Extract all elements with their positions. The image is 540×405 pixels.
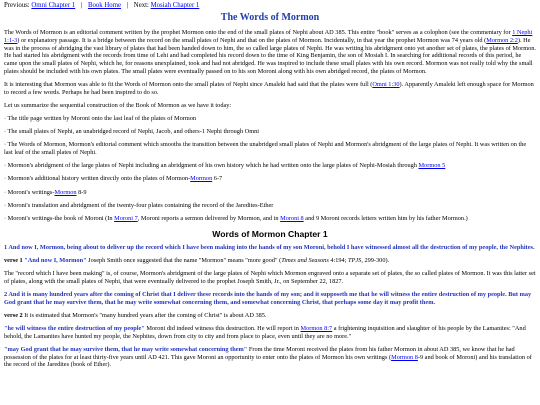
verse-1-text: 1 And now I, Mormon, being about to deliver up the record which I have been making into the hands of my son Moroni, behold I have witnessed almost all the destruction of my people, the Nephites. (4, 244, 535, 252)
text-run: Moroni did indeed witness this destruction. He will report in (144, 325, 301, 333)
verse-label: verse 2 (4, 312, 23, 320)
chapter-heading: Words of Mormon Chapter 1 (212, 228, 328, 239)
list-item: · The Words of Mormon, Mormon's editorial comment which smooths the transition between the unabridged small plates of Nephi and Mormon's abridgment of the large plates of Nephi. It was written on the last leaf of the small plates of Nephi. (4, 141, 527, 157)
text-run: It is interesting that Mormon was able to fit the Words of Mormon onto the small plates of Nephi since Amaleki had said that the plates were full ( (4, 81, 373, 88)
text-run: ). He was in the process of abridging the vast library of plates that had been handed down to him, the so called large plates of Nephi. He was writing his abridgment onto yet another set of plates, the plates of Mormon. He had started his abridgment with the records from time of Lehi and had completed his record down to the time of King Benjamin, the son of Mosiah I. In searching for additional records of this period, he came upon the small plates of Nephi, which he, for reasons unexplained, took and had not abridged. He was inspired to include these small plates with his own record. Mormon was not really told why the small plates should be included with his own plates. The small plates were eventually passed on to his son Moroni along with his own abridged record, the plates of Mormon. (4, 37, 537, 75)
page-title: The Words of Mormon (220, 12, 320, 24)
construction-list (4, 115, 536, 223)
nav-separator: | (80, 2, 83, 9)
text-run: 6-7 (212, 175, 223, 183)
text-run: 4:194; (328, 257, 349, 265)
commentary-verse-2 (4, 312, 536, 320)
text-run: ) or explanatory passage. It is a bridge between the record on the small plates of Nephi and that on the plates of Mormon. Incidentally, in that year the prophet Mormon was 74 years old ( (17, 37, 487, 45)
commentary-verse-2c (4, 346, 536, 369)
text-run: ). Apparently Amaleki left enough space for Mormon to record a few words. Perhaps he had been inspired to do so. (4, 81, 534, 96)
nav-separator: | (126, 2, 129, 9)
scripture-link[interactable]: Moroni 7 (114, 214, 138, 222)
text-run: , Moroni reports a sermon delivered by Mormon, and in (137, 214, 281, 222)
navigation-bar (4, 2, 536, 10)
verse-label: verse 1 (4, 257, 23, 265)
verse-quote: "And now I, Mormon" (24, 257, 87, 265)
scripture-link[interactable]: Mormon (190, 175, 213, 183)
scripture-link[interactable]: Mormon 8 (391, 353, 418, 361)
commentary-verse-1 (4, 257, 536, 265)
text-run: · Mormon's additional history written directly onto the plates of Mormon- (4, 175, 191, 183)
list-item (4, 215, 536, 223)
intro-paragraph-3: Let us summarize the sequential construction of the Book of Mormon as we have it today: (4, 101, 232, 109)
verse-quote: "may God grant that he may survive them, that he may write somewhat concerning them" (4, 346, 248, 354)
list-item: · The title page written by Moroni onto the last leaf of the plates of Mormon (4, 115, 197, 123)
next-label: Next: (133, 2, 149, 9)
text-run: 8-9 (76, 188, 87, 196)
text-run: · Moroni's writings- (4, 188, 55, 196)
list-item: · The small plates of Nephi, an unabridged record of Nephi, Jacob, and others-1 Nephi through Omni (4, 128, 260, 136)
scripture-link[interactable]: Mormon 2:2 (486, 37, 518, 45)
citation: TPJS (348, 257, 362, 265)
verse-2-text: 2 And it is many hundred years after the coming of Christ that I deliver these records into the hands of my son; and it supposeth me that he will witness the entire destruction of my people. But may God grant that he may survive them, that he may write somewhat concerning them, and somewhat concerning Christ, that perhaps some day it may profit them. (4, 291, 532, 306)
citation: Times and Seasons (281, 257, 329, 265)
text-run: · Moroni's writings-the book of Moroni (In (4, 214, 115, 222)
commentary-verse-1b: The "record which I have been making" is, of course, Mormon's abridgment of the large plates of Nephi which Mormon engraved onto a separate set of plates, the so called plates of Mormon. It was this latter set of plates, along with the small plates of Nephi, that were eventually delivered to the prophet Joseph Smith, Jr., on September 22, 1827. (4, 270, 536, 286)
text-run: and 9 Moroni records letters written him by his father Mormon.) (303, 214, 468, 222)
text-run: a frightening inquisition and slaughter of his people by the Lamanites: "And behold, the Lamanites have hunted my people, the Nephites, down from city to city and from place to place, even until they are no more." (4, 325, 526, 340)
list-item (4, 162, 536, 170)
scripture-link[interactable]: Omni 1:30 (372, 81, 400, 88)
previous-chapter-link[interactable]: Omni Chapter 1 (31, 2, 76, 9)
text-run: From the time Moroni received the plates from his father Mormon in about AD 385, we know that he had possession of the plates for at least thirty-five years until AD 421. This gave Moroni an opportunity to enter onto the plates of Mormon his own writings ( (4, 346, 515, 361)
text-run: , 299-300). (361, 257, 390, 265)
intro-paragraph-1 (4, 29, 536, 75)
list-item (4, 189, 536, 197)
text-run: · Mormon's abridgment of the large plates of Nephi including an abridgment of his own history which he had written onto the large plates of Nephi-Mosiah through (4, 162, 419, 170)
list-item (4, 175, 536, 183)
scripture-link[interactable]: Mormon 5 (418, 162, 446, 170)
intro-paragraph-2 (4, 81, 536, 96)
text-run: Joseph Smith once suggested that the name "Mormon" means "more good" ( (86, 257, 282, 265)
scripture-link[interactable]: Mormon (54, 188, 77, 196)
previous-label: Previous: (4, 2, 30, 9)
scripture-link[interactable]: 1 Nephi 1:1-3 (4, 29, 533, 45)
book-home-link[interactable]: Book Home (87, 2, 122, 9)
verse-quote: "he will witness the entire destruction of my people" (4, 325, 145, 333)
text-run: -9 and book of Moroni) and his translation of the record of the Jaredites (book of Ether). (4, 353, 532, 369)
text-run: The Words of Mormon is an editorial comment written by the prophet Mormon onto the end of the small plates of Nephi about AD 385. This entire "book" serves as a colophon (see the commentary for (4, 29, 513, 37)
next-chapter-link[interactable]: Mosiah Chapter 1 (150, 2, 200, 9)
scripture-link[interactable]: Mormon 8:7 (300, 325, 333, 333)
list-item: · Moroni's translation and abridgment of the twenty-four plates containing the record of the Jaredites-Ether (4, 201, 274, 209)
scripture-link[interactable]: Moroni 8 (280, 214, 304, 222)
commentary-verse-2b (4, 325, 536, 340)
text-run: It is estimated that Mormon's "many hundred years after the coming of Christ" is about AD 385. (22, 312, 267, 320)
